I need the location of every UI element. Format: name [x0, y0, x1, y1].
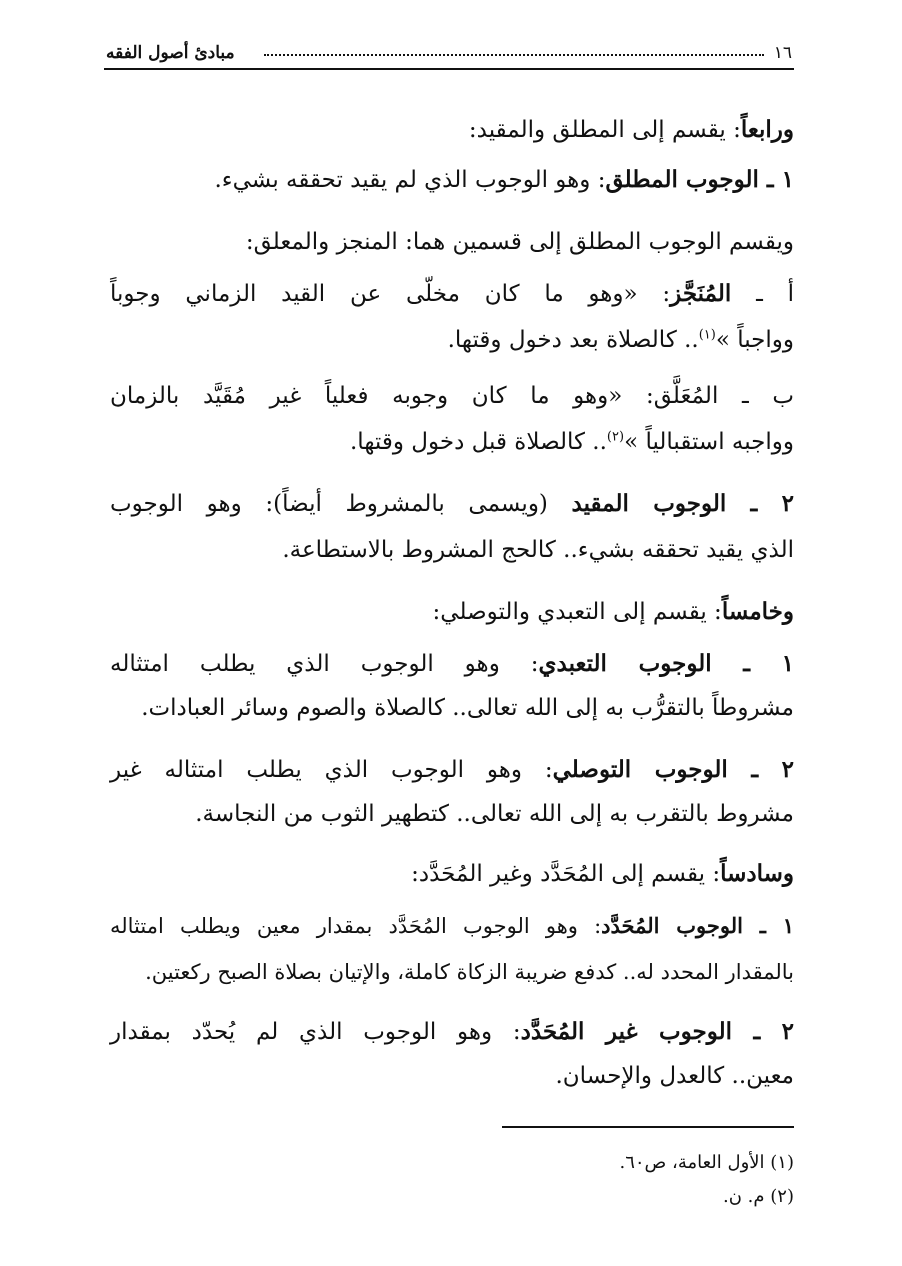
footnote-ref-2: (٢) [606, 429, 625, 445]
footnote-separator [502, 1126, 794, 1128]
item-text: : وهو الوجوب الذي لم يُحدّد بمقدار [110, 1019, 521, 1045]
item-determined-line-2 [145, 956, 794, 988]
item-undetermined-line-1 [110, 1016, 794, 1048]
item-absolute-obligation [215, 164, 795, 196]
section-5-heading [433, 596, 794, 628]
item-instrumental-line-2 [195, 798, 794, 830]
item-bold: ١ ـ الوجوب المطلق [605, 166, 794, 193]
item-text: مشروطاً بالتقرُّب به إلى الله تعالى.. كالصلاة والصوم وسائر العبادات. [141, 695, 794, 721]
section-6-heading [411, 858, 794, 890]
item-text: (ويسمى بالمشروط أيضاً): وهو الوجوب [110, 491, 572, 517]
item-bold: ١ ـ الوجوب التعبدي [538, 650, 794, 677]
item-text: وواجبه استقبالياً » [624, 429, 794, 455]
division-intro [246, 226, 794, 258]
item-text: الذي يقيد تحققه بشيء.. كالحج المشروط بالاستطاعة. [282, 537, 794, 563]
item-bold: المُنَجَّز [670, 280, 732, 307]
item-devotional-line-2 [141, 692, 794, 724]
item-undetermined-line-2 [555, 1060, 794, 1092]
item-conditional-line-2 [282, 534, 794, 566]
page-number: ١٦ [773, 43, 792, 63]
section-4-heading [469, 114, 794, 146]
page-header [104, 36, 794, 70]
item-devotional-line-1 [110, 648, 794, 680]
footnote-2: (٢) م. ن. [723, 1186, 794, 1207]
header-dot-leader [264, 46, 764, 56]
item-instrumental-line-1 [110, 754, 794, 786]
item-text: معين.. كالعدل والإحسان. [555, 1063, 794, 1089]
item-a-line-2 [448, 324, 794, 356]
item-text: بالمقدار المحدد له.. كدفع ضريبة الزكاة كاملة، والإتيان بصلاة الصبح ركعتين. [145, 960, 794, 984]
item-text: : وهو الوجوب المُحَدَّد بمقدار معين ويطلب امتثاله [110, 914, 602, 938]
item-text: : وهو الوجوب الذي لم يقيد تحققه بشيء. [214, 167, 606, 193]
item-bold: ٢ ـ الوجوب غير المُحَدَّد [520, 1018, 794, 1045]
item-determined-line-1 [110, 910, 794, 942]
item-text: ب ـ المُعَلَّق: «وهو ما كان وجوبه فعلياً غير مُقَيَّد بالزمان [110, 383, 794, 409]
heading-text: : يقسم إلى التعبدي والتوصلي: [432, 599, 722, 625]
heading-bold: وخامساً [721, 598, 794, 625]
item-text: : وهو الوجوب الذي يطلب امتثاله [110, 651, 539, 677]
heading-text: : يقسم إلى المُحَدَّد وغير المُحَدَّد: [411, 861, 721, 887]
heading-bold: ورابعاً [740, 116, 794, 143]
item-text: وواجباً » [715, 327, 794, 353]
item-bold: ٢ ـ الوجوب التوصلي [552, 756, 794, 783]
item-text: : «وهو ما كان مخلّى عن القيد الزماني وجوباً [110, 281, 671, 307]
item-text: مشروط بالتقرب به إلى الله تعالى.. كتطهير الثوب من النجاسة. [195, 801, 794, 827]
footnote-ref-1: (١) [698, 327, 716, 343]
item-bold: ١ ـ الوجوب المُحَدَّد [601, 913, 794, 938]
item-bold: ٢ ـ الوجوب المقيد [571, 490, 794, 517]
item-label: أ ـ [731, 281, 794, 307]
heading-text: : يقسم إلى المطلق والمقيد: [468, 117, 741, 143]
item-text: : وهو الوجوب الذي يطلب امتثاله غير [110, 757, 553, 783]
item-b-line-2 [350, 426, 794, 458]
item-conditional-line-1 [110, 488, 794, 520]
paragraph-text: ويقسم الوجوب المطلق إلى قسمين هما: المنجز والمعلق: [245, 229, 794, 255]
item-text: .. كالصلاة قبل دخول وقتها. [350, 429, 607, 455]
item-a-line-1 [110, 278, 794, 310]
item-text: .. كالصلاة بعد دخول وقتها. [447, 327, 699, 353]
item-b-line-1 [110, 380, 794, 412]
footnote-1: (١) الأول العامة، ص٦٠. [619, 1152, 794, 1173]
heading-bold: وسادساً [720, 860, 794, 887]
book-title: مبادئ أصول الفقه [106, 43, 235, 63]
